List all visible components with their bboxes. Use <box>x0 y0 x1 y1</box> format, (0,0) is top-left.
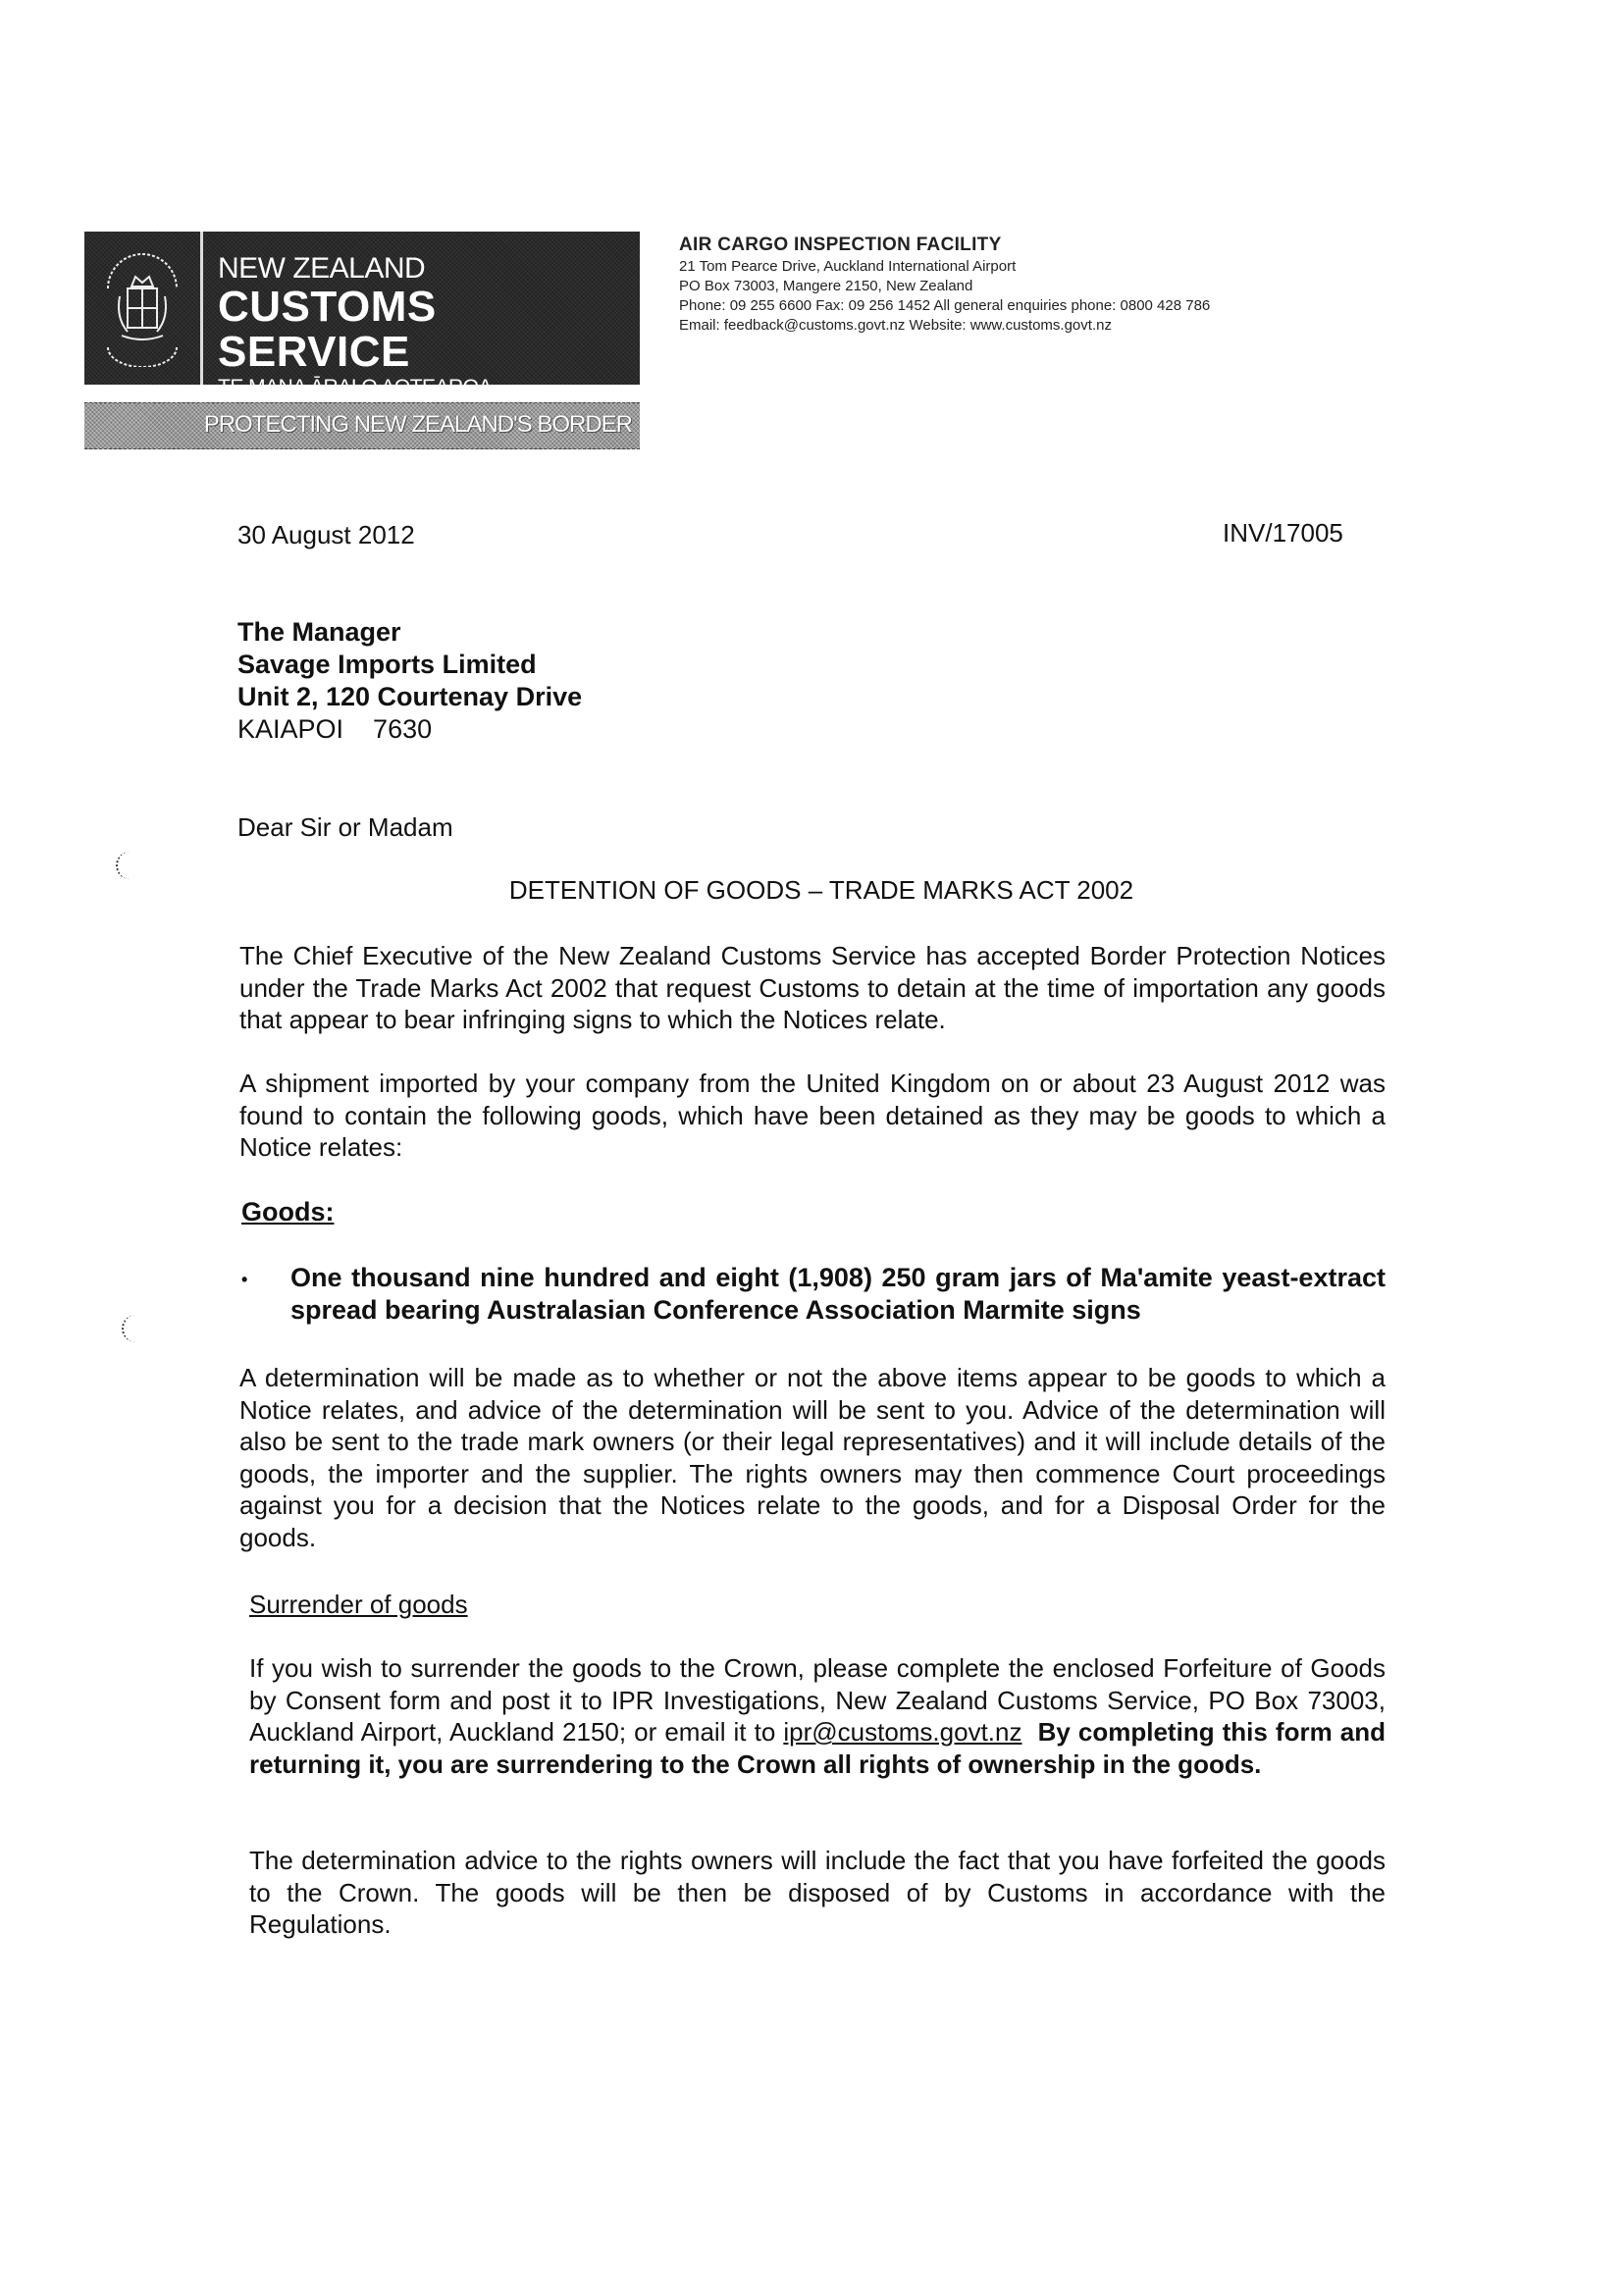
subject-heading: DETENTION OF GOODS – TRADE MARKS ACT 2002 <box>508 875 1134 905</box>
crest-icon <box>84 232 203 385</box>
recipient-city: KAIAPOI <box>237 714 344 744</box>
ipr-email-link[interactable]: ipr@customs.govt.nz <box>783 1717 1022 1747</box>
paragraph-surrender <box>249 1652 1386 1780</box>
customs-logo <box>84 232 640 398</box>
facility-email-website: Email: feedback@customs.govt.nz Website: www.customs.govt.nz <box>679 317 1112 334</box>
facility-title: AIR CARGO INSPECTION FACILITY <box>679 235 1002 255</box>
recipient-street: Unit 2, 120 Courtenay Drive <box>237 682 583 711</box>
org-line2: CUSTOMS SERVICE <box>218 283 437 376</box>
recipient-postcode: 7630 <box>373 714 433 744</box>
goods-heading: Goods: <box>241 1197 335 1226</box>
punch-hole-mark <box>122 1315 141 1342</box>
recipient-line: The Manager <box>237 617 401 647</box>
recipient-address <box>237 616 582 746</box>
org-maori-name: TE MANA ĀRAI O AOTEAROA <box>218 376 493 398</box>
goods-description: One thousand nine hundred and eight (1,908) 250 gram jars of Ma'amite yeast-extract spread bearing Australasian Conference Association Marmite signs <box>290 1263 1386 1325</box>
paragraph-disposal: The determination advice to the rights owners will include the fact that you have forfeited the goods to the Crown. The goods will be then be disposed of by Customs in accordance with the Regulations. <box>249 1846 1386 1939</box>
org-line1: NEW ZEALAND <box>218 252 426 285</box>
tagline-bar <box>84 402 640 449</box>
recipient-city-line <box>237 713 582 746</box>
org-name <box>218 253 640 400</box>
bullet-icon: • <box>241 1270 248 1289</box>
facility-contact-block <box>679 235 1210 336</box>
surrender-warning: By completing this form and returning it, you are surrendering to the Crown all rights of ownership in the goods. <box>249 1717 1386 1779</box>
paragraph-notices: The Chief Executive of the New Zealand Customs Service has accepted Border Protection Notices under the Trade Marks Act 2002 that request Customs to detain at the time of importation any goods that appear to bear infringing signs to which the Notices relate. <box>239 941 1386 1034</box>
facility-po-box: PO Box 73003, Mangere 2150, New Zealand <box>679 278 973 294</box>
surrender-instructions: If you wish to surrender the goods to the Crown, please complete the enclosed Forfeiture of Goods by Consent form and post it to IPR Investigations, New Zealand Customs Service, PO Box 73003, Auckland Airport, Auckland 2150; or email it to <box>249 1653 1386 1747</box>
surrender-heading: Surrender of goods <box>249 1590 468 1619</box>
facility-phone: Phone: 09 255 6600 Fax: 09 256 1452 All general enquiries phone: 0800 428 786 <box>679 297 1211 314</box>
paragraph-shipment: A shipment imported by your company from the United Kingdom on or about 23 August 2012 was found to contain the following goods, which have been detained as they may be goods to which a Notice relates: <box>239 1069 1386 1162</box>
reference-number: INV/17005 <box>1223 518 1343 548</box>
letter-date: 30 August 2012 <box>237 520 415 549</box>
recipient-company: Savage Imports Limited <box>237 650 537 679</box>
goods-list-item <box>241 1262 1386 1327</box>
salutation: Dear Sir or Madam <box>237 812 453 842</box>
facility-address-line: 21 Tom Pearce Drive, Auckland International Airport <box>679 258 1017 275</box>
paragraph-determination: A determination will be made as to whether or not the above items appear to be goods to which a Notice relates, and advice of the determination will be sent to you. Advice of the determination will also be sent to the trade mark owners (or their legal representatives) and it will include details of the goods, the importer and the supplier. The rights owners may then commence Court proceedings against you for a decision that the Notices relate to the goods, and for a Disposal Order for the goods. <box>239 1363 1386 1552</box>
tagline: PROTECTING NEW ZEALAND'S BORDER <box>203 411 632 438</box>
